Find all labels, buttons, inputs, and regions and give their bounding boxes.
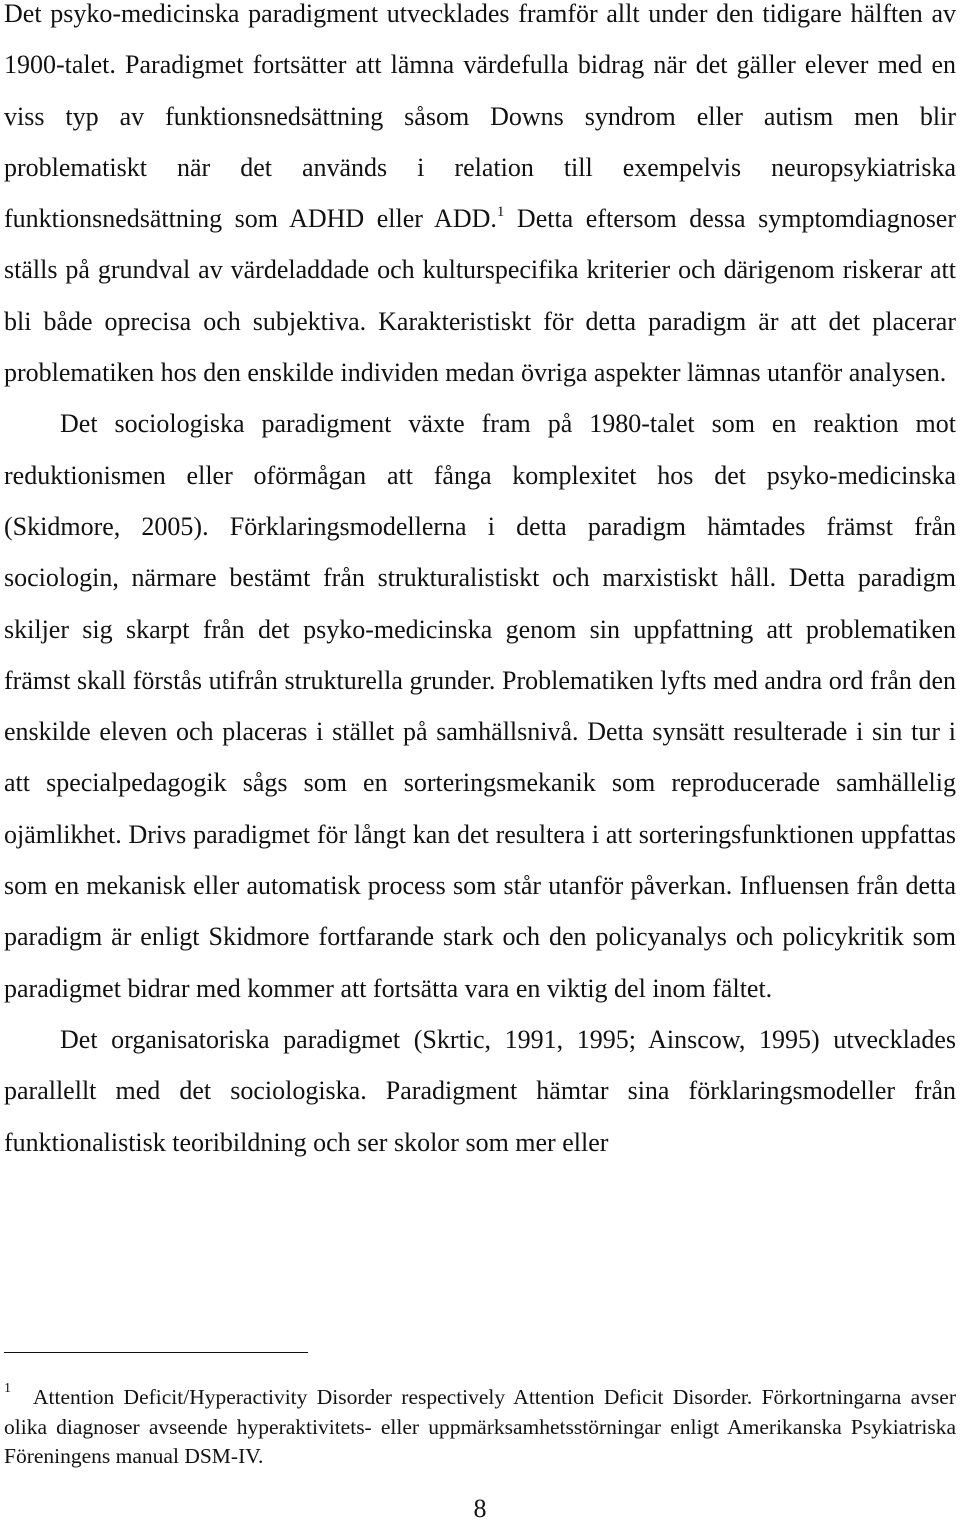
- document-page: [4, 0, 956, 1168]
- body-paragraph: Det organisatoriska paradigmet (Skrtic, 1991, 1995; Ainscow, 1995) utvecklades parallellt med det sociologiska. Paradigment hämtar sina förklaringsmodeller från funktionalistisk teoribildning och ser skolor som mer eller: [4, 1024, 956, 1157]
- footnote-reference[interactable]: 1: [496, 204, 505, 221]
- paragraph-text: Detta eftersom dessa symptomdiagnoser ställs på grundval av värdeladdade och kulturspecifika kriterier och därigenom riskerar att bli både oprecisa och subjektiva. Karakteristiskt för detta paradigm är att det placerar problematiken hos den enskilde individen medan övriga aspekter lämnas utanför analysen.: [4, 204, 957, 388]
- footnote-text: Attention Deficit/Hyperactivity Disorder respectively Attention Deficit Disorder. Förkortningarna avser olika diagnoser avseende hyperaktivitets- eller uppmärksamhetsstörningar enligt Amerikanska Psykiatriska Föreningens manual DSM-IV.: [4, 1385, 956, 1468]
- page-number: 8: [473, 1494, 487, 1523]
- footnote-separator: [4, 1352, 308, 1353]
- footnote-marker: 1: [4, 1381, 11, 1396]
- footnote: [4, 1383, 956, 1472]
- paragraph-text: Det psyko-medicinska paradigment utvecklades framför allt under den tidigare hälften av 1900-talet. Paradigmet fortsätter att lämna värdefulla bidrag när det gäller elever med en viss typ av funktionsnedsättning såsom Downs syndrom eller autism men blir problematiskt när det används i relation till exempelvis neuropsykiatriska funktionsnedsättning som ADHD eller ADD.: [4, 0, 956, 234]
- body-paragraph: Det sociologiska paradigment växte fram på 1980-talet som en reaktion mot reduktionismen eller oförmågan att fånga komplexitet hos det psyko-medicinska (Skidmore, 2005). Förklaringsmodellerna i detta paradigm hämtades främst från sociologin, närmare bestämt från strukturalistiskt och marxistiskt håll. Detta paradigm skiljer sig skarpt från det psyko-medicinska genom sin uppfattning att problematiken främst skall förstås utifrån strukturella grunder. Problematiken lyfts med andra ord från den enskilde eleven och placeras i stället på samhällsnivå. Detta synsätt resulterade i sin tur i att specialpedagogik sågs som en sorteringsmekanik som reproducerade samhällelig ojämlikhet. Drivs paradigmet för långt kan det resultera i att sorteringsfunktionen uppfattas som en mekanisk eller automatisk process som står utanför påverkan. Influensen från detta paradigm är enligt Skidmore fortfarande stark och den policyanalys och policykritik som paradigmet bidrar med kommer att fortsätta vara en viktig del inom fältet.: [4, 409, 956, 1003]
- body-paragraph: [4, 0, 956, 398]
